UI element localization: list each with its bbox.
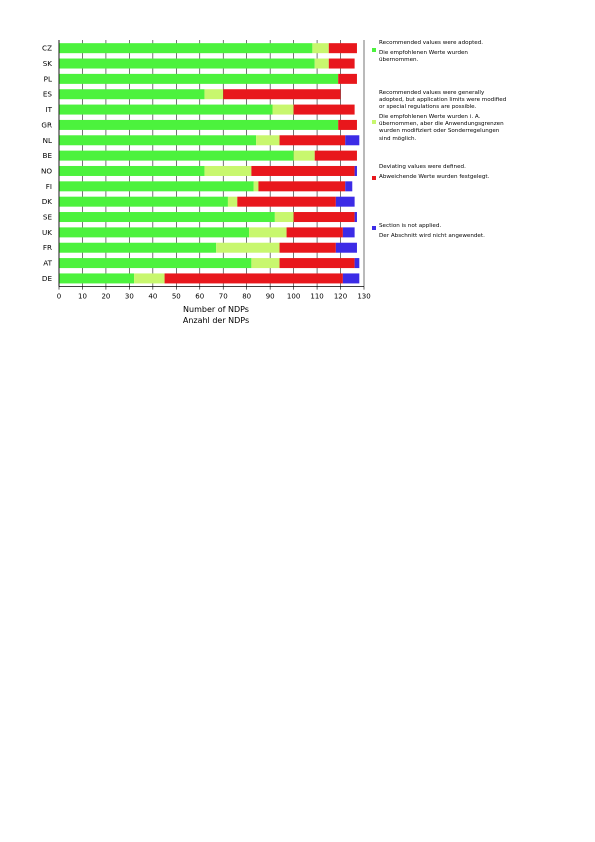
bar-segment xyxy=(329,43,357,53)
bar-segment xyxy=(59,212,275,222)
category-labels xyxy=(41,44,53,283)
bar-segment xyxy=(59,166,204,176)
bar-segment xyxy=(216,243,279,253)
bar-segment xyxy=(134,273,165,283)
legend-label-de: Die empfohlenen Werte wurden übernommen. xyxy=(379,50,468,64)
legend-label-en: Deviating values were defined. xyxy=(379,164,466,170)
legend-swatch-deviating xyxy=(372,176,376,180)
legend-label-en: Section is not applied. xyxy=(379,223,442,229)
bar-segment xyxy=(343,273,359,283)
bar-segment xyxy=(338,120,357,130)
bar-segment xyxy=(59,89,204,99)
bar-segment xyxy=(312,43,328,53)
bar-segment xyxy=(59,258,251,268)
bar-segment xyxy=(338,74,357,84)
bar-segment xyxy=(59,181,254,191)
category-label: DK xyxy=(41,197,52,207)
x-tick-label: 70 xyxy=(218,292,228,301)
bar-segment xyxy=(315,151,357,161)
bar-segment xyxy=(59,120,338,130)
bar-segment xyxy=(59,151,294,161)
bar-segment xyxy=(59,43,312,53)
bar-segment xyxy=(345,181,352,191)
bar-segment xyxy=(275,212,294,222)
category-label: UK xyxy=(42,227,52,237)
x-tick-label: 50 xyxy=(171,292,181,301)
bar-segment xyxy=(280,243,336,253)
bar-segment xyxy=(251,166,354,176)
bar-segment xyxy=(251,258,279,268)
category-label: GR xyxy=(41,120,52,130)
category-label: ES xyxy=(42,89,52,99)
bar-segment xyxy=(256,135,279,145)
legend-text xyxy=(379,40,507,64)
bar-segment xyxy=(254,181,259,191)
bar-segment xyxy=(59,273,134,283)
bar-segment xyxy=(59,105,273,115)
x-tick-label: 30 xyxy=(124,292,134,301)
bar-segment xyxy=(294,212,355,222)
bar-segment xyxy=(273,105,294,115)
bar-segment xyxy=(294,105,355,115)
x-tick-label: 130 xyxy=(357,292,371,301)
legend-swatch-generally-adopted xyxy=(372,120,376,124)
x-tick-label: 120 xyxy=(333,292,348,301)
category-label: SE xyxy=(42,212,52,222)
bar-segment xyxy=(59,59,315,69)
x-tick-label: 110 xyxy=(310,292,324,301)
bar-segment xyxy=(237,197,336,207)
bar-segment xyxy=(59,197,228,207)
category-label: NO xyxy=(40,166,52,176)
x-axis-title-de: Anzahl der NDPs xyxy=(182,316,250,325)
legend-label-de: Die empfohlenen Werte wurden i. A. übernommen, aber die Anwendungsgrenzen wurden modifiziert oder Sonderregelungen sind möglich. xyxy=(379,114,504,142)
category-label: SK xyxy=(42,59,52,69)
bar-segment xyxy=(280,135,346,145)
category-label: IT xyxy=(45,105,52,115)
legend-text xyxy=(379,223,507,240)
category-label: DE xyxy=(41,273,52,283)
bar-segment xyxy=(228,197,237,207)
x-tick-label: 10 xyxy=(78,292,87,301)
category-label: FI xyxy=(45,181,52,191)
x-tick-label: 80 xyxy=(242,292,252,301)
legend-swatch-adopted xyxy=(372,48,376,52)
bar-segment xyxy=(59,135,256,145)
category-label: FR xyxy=(42,243,52,253)
bar-segment xyxy=(249,227,287,237)
bar-segment xyxy=(258,181,345,191)
category-label: CZ xyxy=(42,43,52,53)
bar-segment xyxy=(329,59,355,69)
bar-segment xyxy=(59,243,216,253)
bar-segment xyxy=(280,258,355,268)
bars xyxy=(59,43,359,283)
legend-label-de: Der Abschnitt wird nicht angewendet. xyxy=(379,233,485,240)
bar-segment xyxy=(355,258,360,268)
bar-segment xyxy=(204,166,251,176)
bar-segment xyxy=(59,227,249,237)
bar-segment xyxy=(355,166,357,176)
x-tick-label: 20 xyxy=(101,292,111,301)
x-axis-title: Number of NDPs xyxy=(183,305,249,314)
bar-segment xyxy=(59,74,338,84)
legend-text xyxy=(379,90,507,143)
legend-label-en: Recommended values were adopted. xyxy=(379,40,484,46)
x-tick-label: 0 xyxy=(56,292,62,301)
bar-segment xyxy=(336,243,357,253)
bar-segment xyxy=(343,227,355,237)
category-label: AT xyxy=(43,258,52,268)
bar-segment xyxy=(204,89,223,99)
bar-segment xyxy=(223,89,340,99)
bar-segment xyxy=(165,273,343,283)
category-label: PL xyxy=(43,74,52,84)
category-label: BE xyxy=(42,151,52,161)
bar-segment xyxy=(315,59,329,69)
bar-segment xyxy=(345,135,359,145)
legend-swatch-not-applied xyxy=(372,226,376,230)
x-tick-label: 60 xyxy=(195,292,205,301)
x-tick-labels xyxy=(57,293,371,301)
legend-text xyxy=(379,164,507,181)
bar-segment xyxy=(355,212,357,222)
legend-label-de: Abweichende Werte wurden festgelegt. xyxy=(379,174,490,181)
x-tick-label: 100 xyxy=(286,292,301,301)
category-label: NL xyxy=(42,135,52,145)
x-tick-label: 90 xyxy=(265,292,275,301)
bar-segment xyxy=(294,151,315,161)
bar-segment xyxy=(336,197,355,207)
bar-segment xyxy=(287,227,343,237)
legend-label-en: Recommended values were generally adopted, but application limits were modified or special regulations are possible. xyxy=(379,90,507,111)
x-tick-label: 40 xyxy=(148,292,158,301)
